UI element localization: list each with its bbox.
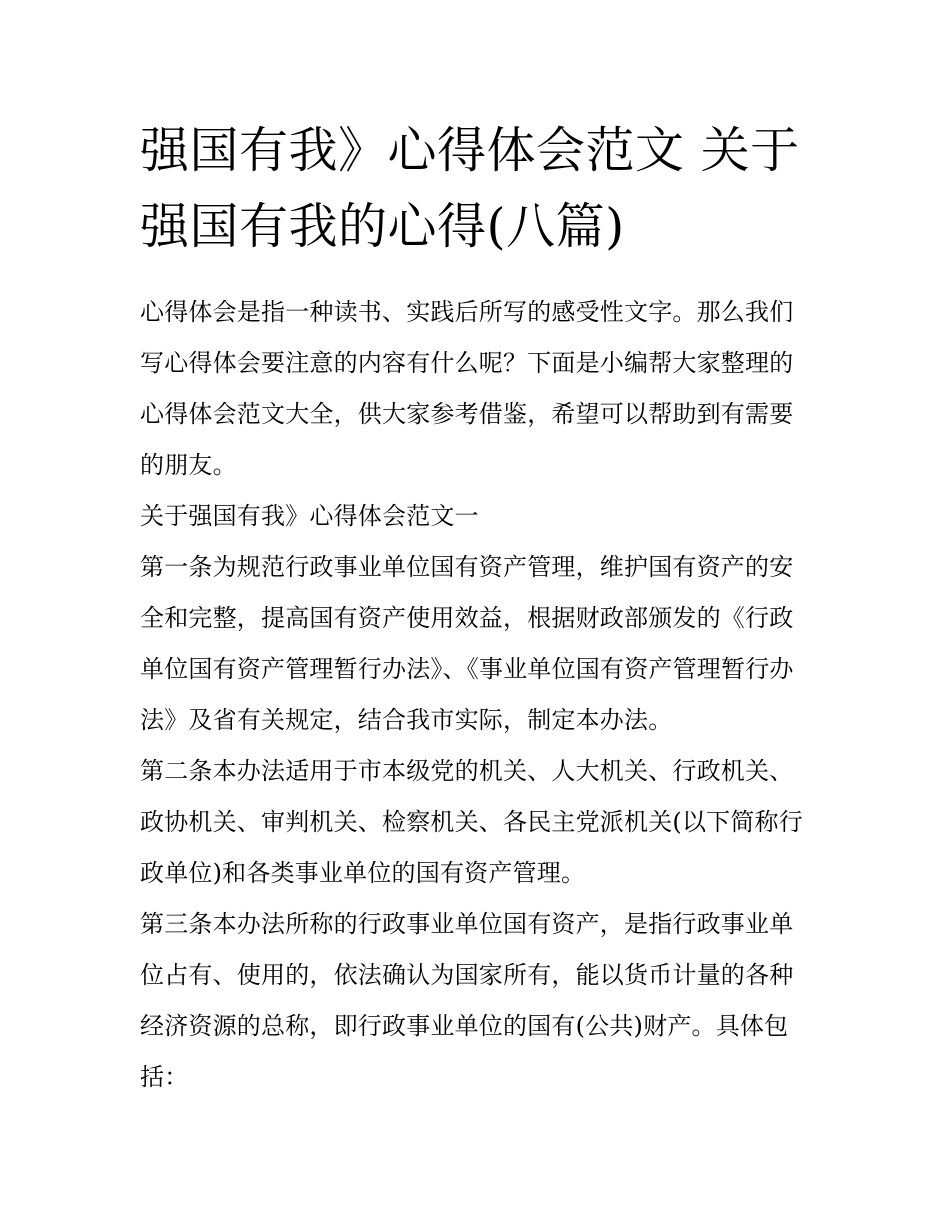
article-paragraph-3: 第三条本办法所称的行政事业单位国有资产，是指行政事业单位占有、使用的，依法确认为国家所有，能以货币计量的各种经济资源的总称，即行政事业单位的国有(公共)财产。具体包括： bbox=[140, 910, 794, 1091]
article-paragraph-1: 第一条为规范行政事业单位国有资产管理，维护国有资产的安全和完整，提高国有资产使用效益，根据财政部颁发的《行政单位国有资产管理暂行办法》、《事业单位国有资产管理暂行办法》及省有关规定，结合我市实际，制定本办法。 bbox=[140, 553, 794, 734]
article-paragraph-2: 第二条本办法适用于市本级党的机关、人大机关、行政机关、政协机关、审判机关、检察机关、各民主党派机关(以下简称行政单位)和各类事业单位的国有资产管理。 bbox=[140, 757, 803, 887]
intro-paragraph: 心得体会是指一种读书、实践后所写的感受性文字。那么我们写心得体会要注意的内容有什么呢？下面是小编帮大家整理的心得体会范文大全，供大家参考借鉴，希望可以帮助到有需要的朋友。 bbox=[140, 298, 794, 479]
document-title: 强国有我》心得体会范文 关于强国有我的心得(八篇) bbox=[140, 122, 800, 255]
document-body bbox=[140, 113, 812, 1103]
section-heading: 关于强国有我》心得体会范文一 bbox=[140, 502, 479, 530]
